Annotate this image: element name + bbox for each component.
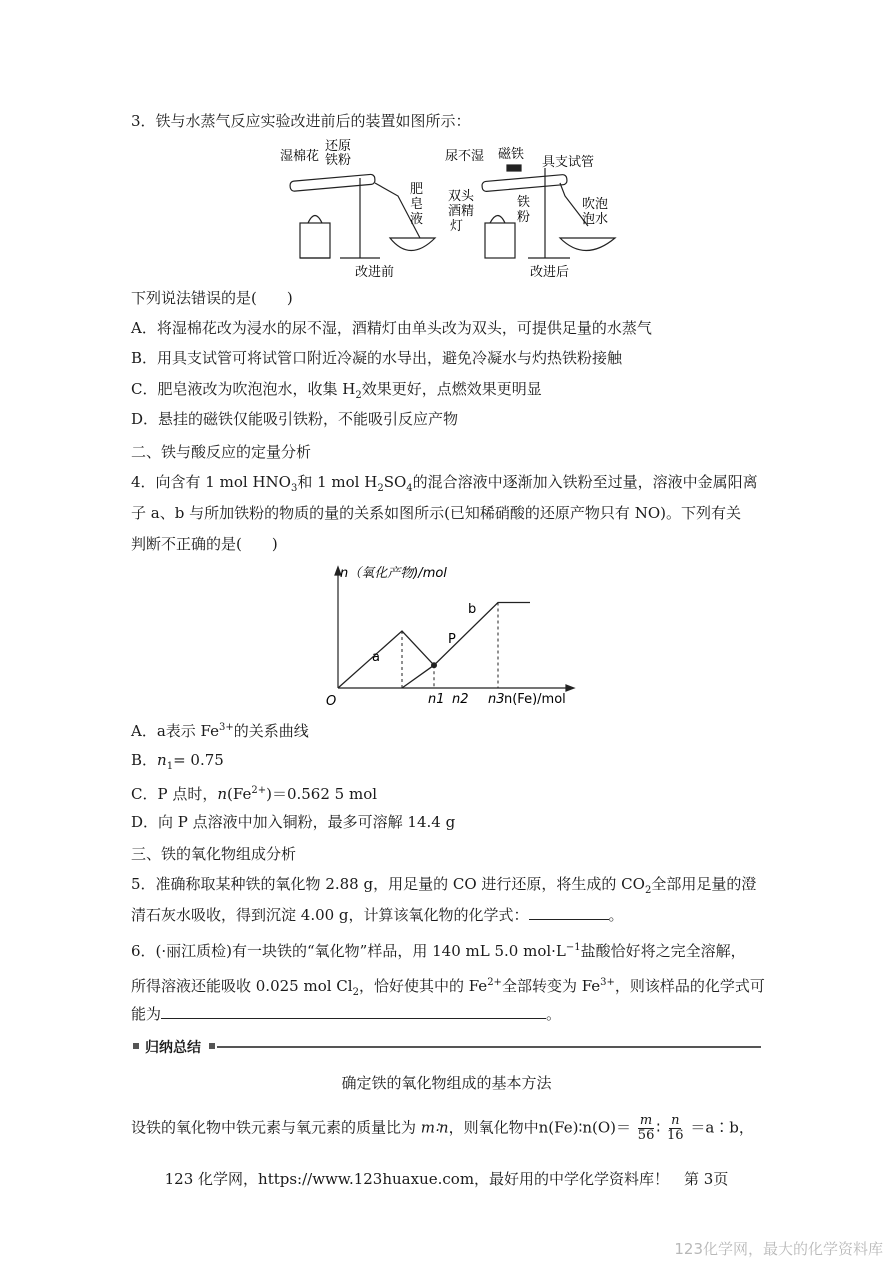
svg-text:还原: 还原	[325, 139, 352, 154]
tick-n2: n2	[452, 692, 469, 707]
right-dish	[560, 238, 615, 251]
magnet	[507, 165, 521, 171]
svg-text:尿不湿: 尿不湿	[445, 149, 485, 164]
q6-line-3: 能为 。	[131, 1005, 562, 1023]
q3-option-a: A．将湿棉花改为浸水的尿不湿，酒精灯由单头改为双头，可提供足量的水蒸气	[131, 319, 652, 337]
summary-square-icon	[209, 1043, 215, 1049]
q3-option-d: D．悬挂的磁铁仅能吸引铁粉，不能吸引反应产物	[131, 410, 459, 428]
left-dish	[390, 238, 435, 251]
y-axis-label: n（氧化产物)/mol	[340, 566, 447, 581]
section-2-heading: 二、铁与酸反应的定量分析	[131, 443, 312, 461]
svg-text:吹泡: 吹泡	[582, 197, 609, 212]
svg-text:灯: 灯	[450, 219, 464, 234]
q4-line-3: 判断不正确的是( )	[131, 535, 278, 553]
left-flame	[308, 216, 322, 224]
section-3-heading: 三、铁的氧化物组成分析	[131, 845, 297, 863]
fraction-m-56: $\frac{m}{56}$	[637, 1113, 655, 1143]
q6-answer-blank[interactable]	[161, 1004, 546, 1019]
point-p-label: P	[448, 632, 456, 647]
svg-text:皂: 皂	[410, 197, 424, 212]
summary-square-icon	[133, 1043, 139, 1049]
q5-answer-blank[interactable]	[529, 905, 609, 920]
q3-prompt: 下列说法错误的是( )	[131, 289, 293, 307]
x-axis-arrow	[566, 685, 574, 691]
q4-option-a: A．a表示 $Fe^{3+}$的关系曲线	[131, 722, 309, 740]
q5-line-2: 清石灰水吸收，得到沉淀 4.00 g，计算该氧化物的化学式： 。	[131, 906, 624, 924]
svg-text:铁: 铁	[517, 195, 531, 210]
left-caption: 改进前	[355, 265, 395, 280]
fe-chart	[312, 563, 582, 713]
q4-line-2: 子 a、b 与所加铁粉的物质的量的关系如图所示(已知稀硝酸的还原产物只有 NO)。下列有关	[131, 504, 741, 522]
summary-title: 确定铁的氧化物组成的基本方法	[341, 1074, 552, 1092]
left-burner-beaker	[300, 223, 330, 258]
origin-label: O	[326, 694, 337, 709]
right-burner-beaker	[485, 223, 515, 258]
q3-option-b: B．用具支试管可将试管口附近冷凝的水导出，避免冷凝水与灼热铁粉接触	[131, 349, 623, 367]
right-caption: 改进后	[530, 265, 570, 280]
summary-label: 归纳总结	[145, 1040, 201, 1056]
tick-n3: n3	[488, 692, 505, 707]
svg-text:粉: 粉	[517, 210, 531, 225]
svg-text:湿棉花: 湿棉花	[280, 149, 320, 164]
q6-line-1: 6．(·丽江质检)有一块铁的“氧化物”样品，用 140 mL 5.0 $mol\cdot L^{-1}$盐酸恰好将之完全溶解，	[131, 942, 746, 960]
svg-text:酒精: 酒精	[448, 204, 475, 219]
svg-text:磁铁: 磁铁	[498, 147, 525, 162]
summary-bar	[131, 1037, 761, 1057]
svg-text:肥: 肥	[410, 182, 424, 197]
watermark: 123化学网，最大的化学资料库	[674, 1240, 883, 1258]
q4-line-1: 4．向含有 1 mol $HNO_3$和 1 mol $H_2SO_4$的混合溶液中逐渐加入铁粉至过量，溶液中金属阳离	[131, 473, 758, 494]
q6-line-2: 所得溶液还能吸收 0.025 mol $Cl_2$，恰好使其中的 $Fe^{2+}$全部转变为 $Fe^{3+}$，则该样品的化学式可	[131, 977, 765, 998]
right-tube	[482, 174, 568, 191]
svg-text:铁粉: 铁粉	[325, 153, 352, 168]
fraction-n-16: $\frac{n}{16}$	[667, 1113, 684, 1143]
x-axis-label: n(Fe)/mol	[504, 692, 566, 707]
svg-text:液: 液	[410, 212, 424, 227]
series-b-label: b	[468, 602, 477, 617]
tick-n1: n1	[428, 692, 445, 707]
page-footer: 123 化学网，https://www.123huaxue.com，最好用的中学化学资料库！ 第 3页	[164, 1170, 729, 1188]
q4-option-d: D．向 P 点溶液中加入铜粉，最多可溶解 14.4 g	[131, 813, 456, 831]
summary-rule	[217, 1046, 761, 1048]
svg-text:泡水: 泡水	[582, 212, 609, 227]
series-a-line	[338, 631, 434, 688]
svg-text:具支试管: 具支试管	[542, 155, 595, 170]
series-b-line	[402, 603, 530, 689]
series-a-label: a	[372, 650, 380, 665]
apparatus-figure	[270, 138, 630, 283]
svg-text:双头: 双头	[448, 189, 475, 204]
q4-option-c: C．P 点时，$n(Fe^{2+})=0.562$ 5 mol	[131, 785, 378, 803]
left-tube	[290, 174, 376, 191]
point-p	[431, 662, 437, 668]
q5-line-1: 5．准确称取某种铁的氧化物 2.88 g，用足量的 CO 进行还原，将生成的 $CO_2$全部用足量的澄	[131, 875, 757, 896]
q3-option-c: C．肥皂液改为吹泡泡水，收集 $H_2$效果更好，点燃效果更明显	[131, 380, 542, 401]
right-flame	[490, 216, 505, 224]
summary-text: 设铁的氧化物中铁元素与氧元素的质量比为 m∶n，则氧化物中n(Fe)∶n(O)＝ $\frac{m}{56}$ ∶ $\frac{n}{16}$ ＝a∶b，	[131, 1113, 754, 1143]
q4-option-b: B．$n_1= 0.75$	[131, 751, 224, 772]
q3-stem: 3．铁与水蒸气反应实验改进前后的装置如图所示：	[131, 112, 471, 130]
